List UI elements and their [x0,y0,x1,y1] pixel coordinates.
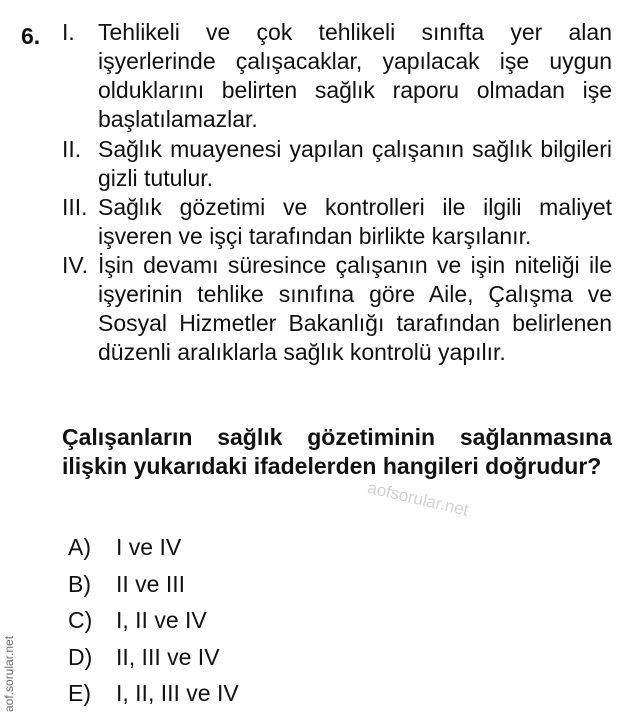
statement-text: Sağlık muayenesi yapılan çalışanın sağlık bilgileri gizli tutulur. [98,136,612,191]
statement-text: Sağlık gözetimi ve kontrolleri ile ilgili maliyet işveren ve işçi tarafından birlikte karşılanır. [98,194,612,249]
option-text: II, III ve IV [116,644,220,670]
question-prompt: Çalışanların sağlık gözetiminin sağlanmasına ilişkin yukarıdaki ifadelerden hangileri doğrudur? [62,424,612,479]
option-c[interactable] [68,606,207,634]
option-d[interactable] [68,643,220,671]
statement-numeral: III. [62,194,88,220]
option-letter: D) [68,644,93,670]
question-number: 6. [21,23,41,49]
option-b[interactable] [68,570,185,598]
statement-4 [62,251,612,367]
statement-numeral: II. [62,136,82,162]
option-letter: B) [68,571,91,597]
option-text: I, II, III ve IV [116,680,239,706]
statement-text: İşin devamı süresince çalışanın ve işin niteliği ile işyerinin tehlike sınıfına göre Aile, Çalışma ve Sosyal Hizmetler Bakanlığı tarafından belirlenen düzenli aralıklarla sağlık kontrolü yapılır. [98,252,612,365]
option-text: I ve IV [116,534,182,560]
side-watermark: aof.sorular.net [2,635,16,712]
statement-numeral: IV. [62,252,89,278]
statement-2 [62,135,612,193]
option-e[interactable] [68,679,239,707]
option-letter: C) [68,607,93,633]
statement-3 [62,193,612,251]
option-text: II ve III [116,571,186,597]
statement-text: Tehlikeli ve çok tehlikeli sınıfta yer alan işyerlerinde çalışacaklar, yapılacak işe uygun olduklarını belirten sağlık raporu olmadan işe başlatılamazlar. [98,19,612,132]
option-letter: A) [68,534,91,560]
watermark: aofsorular.net [365,478,471,520]
statement-numeral: I. [62,19,75,45]
statement-1 [62,18,612,134]
option-text: I, II ve IV [116,607,207,633]
option-letter: E) [68,680,91,706]
option-a[interactable] [68,533,181,561]
